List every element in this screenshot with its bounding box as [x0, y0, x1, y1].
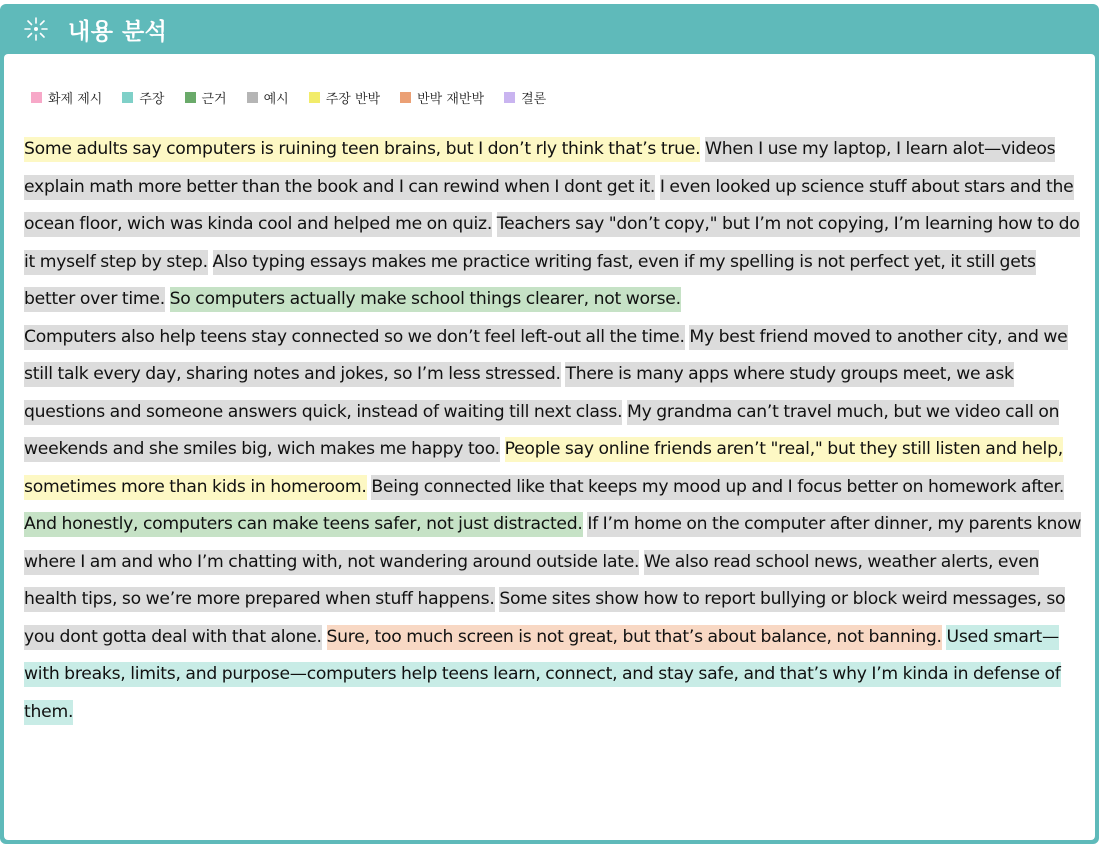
segment-example: My best friend moved to another city, and we still talk every day, sharing notes and jokes, so I’m less stressed.	[24, 325, 1068, 388]
panel-title: 내용 분석	[68, 19, 168, 45]
legend-item-counterclaim	[309, 86, 380, 108]
legend-item-topic	[31, 86, 102, 108]
segment-claim: Used smart—with breaks, limits, and purpose—computers help teens learn, connect, and stay safe, and that’s why I’m kinda in defense of them.	[24, 625, 1061, 725]
legend-item-evidence	[185, 86, 227, 108]
segment-example: Teachers say "don’t copy," but I’m not copying, I’m learning how to do it myself step by step.	[24, 212, 1080, 275]
legend-label: 주장	[139, 91, 165, 107]
segment-example: I even looked up science stuff about stars and the ocean floor, wich was kinda cool and helped me on quiz.	[24, 175, 1074, 238]
essay-paragraph	[24, 319, 1086, 507]
legend-item-conclusion	[504, 86, 546, 108]
segment-example: If I’m home on the computer after dinner, my parents know where I am and who I’m chatting with, not wandering around outside late.	[24, 512, 1081, 575]
legend	[31, 86, 566, 108]
segment-counterclaim: People say online friends aren’t "real," but they still listen and help, sometimes more than kids in homeroom.	[24, 437, 1063, 500]
legend-label: 예시	[263, 91, 289, 107]
legend-label: 주장 반박	[325, 91, 381, 107]
essay-paragraph	[24, 506, 1086, 731]
legend-swatch	[309, 92, 320, 103]
legend-swatch	[504, 92, 515, 103]
segment-example: Also typing essays makes me practice writing fast, even if my spelling is not perfect yet, it still gets better over time.	[24, 250, 1036, 313]
essay-text	[24, 131, 1086, 731]
segment-evidence: And honestly, computers can make teens safer, not just distracted.	[24, 512, 583, 537]
sparkle-icon	[23, 16, 49, 42]
legend-item-claim	[122, 86, 164, 108]
segment-example: We also read school news, weather alerts, even health tips, so we’re more prepared when stuff happens.	[24, 550, 1039, 613]
segment-example: Some sites show how to report bullying or block weird messages, so you dont gotta deal with that alone.	[24, 587, 1065, 650]
panel-header	[0, 4, 1099, 50]
legend-swatch	[400, 92, 411, 103]
legend-label: 반박 재반박	[417, 91, 485, 107]
legend-swatch	[247, 92, 258, 103]
segment-counterclaim: Some adults say computers is ruining teen brains, but I don’t rly think that’s true.	[24, 137, 700, 162]
legend-label: 결론	[521, 91, 547, 107]
segment-rebuttal: Sure, too much screen is not great, but that’s about balance, not banning.	[327, 625, 942, 650]
legend-swatch	[31, 92, 42, 103]
legend-item-rebuttal	[400, 86, 484, 108]
legend-item-example	[247, 86, 289, 108]
legend-label: 화제 제시	[48, 91, 103, 107]
segment-evidence: So computers actually make school things clearer, not worse.	[170, 287, 681, 312]
legend-label: 근거	[201, 91, 227, 107]
segment-example: Computers also help teens stay connected so we don’t feel left-out all the time.	[24, 325, 685, 350]
legend-swatch	[122, 92, 133, 103]
segment-example: There is many apps where study groups meet, we ask questions and someone answers quick, instead of waiting till next class.	[24, 362, 1014, 425]
essay-paragraph	[24, 131, 1086, 319]
legend-swatch	[185, 92, 196, 103]
segment-example: My grandma can’t travel much, but we video call on weekends and she smiles big, wich makes me happy too.	[24, 400, 1059, 463]
segment-example: Being connected like that keeps my mood up and I focus better on homework after.	[371, 475, 1064, 500]
segment-example: When I use my laptop, I learn alot—videos explain math more better than the book and I can rewind when I dont get it.	[24, 137, 1055, 200]
